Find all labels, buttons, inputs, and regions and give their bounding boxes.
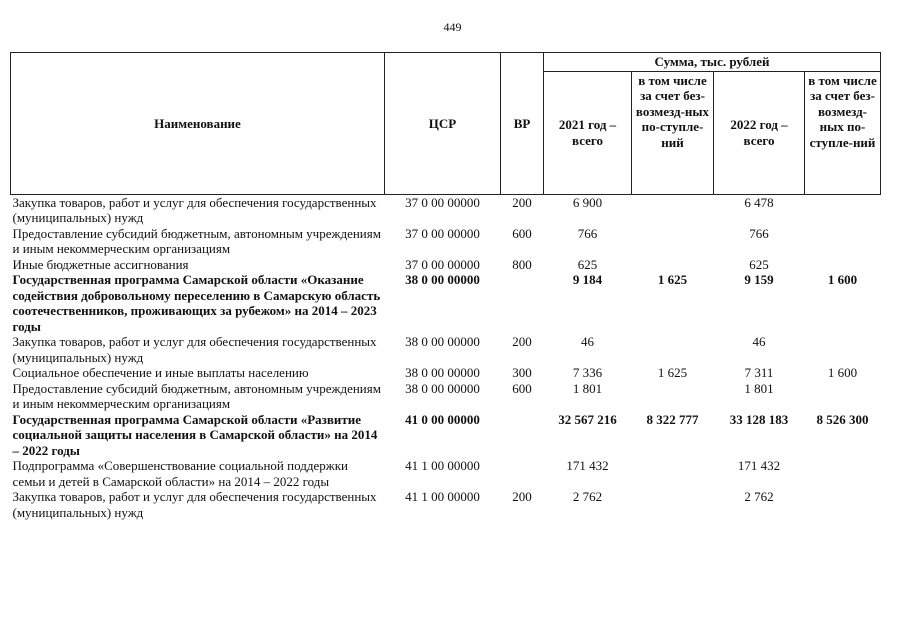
- row-vr: 800: [512, 256, 532, 272]
- row-2021-free: [632, 381, 714, 412]
- row-name: Предоставление субсидий бюджетным, автономным учреждениям и иным некоммерческим организациям: [12, 225, 381, 256]
- row-2022-total: 7 311: [744, 365, 774, 380]
- row-vr: [501, 412, 544, 459]
- row-2022-free: [805, 194, 881, 226]
- row-name: Государственная программа Самарской области «Развитие социальной защиты населения в Самарской области» на 2014 – 2022 годы: [12, 411, 378, 458]
- header-vr: ВР: [501, 53, 544, 195]
- header-2021-free: в том числе за счет без-возмезд-ных по-ступле-ний: [632, 71, 714, 194]
- table-body: [11, 194, 881, 520]
- row-2021-total: 1 801: [572, 380, 603, 396]
- row-2022-total: 625: [749, 256, 769, 272]
- row-2022-total: 46: [752, 334, 766, 349]
- row-name: Закупка товаров, работ и услуг для обеспечения государственных (муниципальных) нужд: [12, 194, 377, 225]
- row-2021-free: [632, 194, 714, 226]
- table-row: [11, 381, 881, 412]
- row-vr: 200: [512, 489, 532, 504]
- row-2021-total: 46: [581, 334, 594, 349]
- row-csr: 37 0 00 00000: [405, 194, 480, 210]
- header-sum-group: Сумма, тыс. рублей: [544, 53, 881, 72]
- row-2022-total: 6 478: [744, 194, 774, 210]
- row-2022-free: [805, 381, 881, 412]
- row-csr: 41 1 00 00000: [405, 489, 480, 504]
- row-2022-total: 171 432: [737, 458, 781, 473]
- row-name: Закупка товаров, работ и услуг для обеспечения государственных (муниципальных) нужд: [12, 334, 377, 365]
- row-2021-free: 8 322 777: [646, 411, 699, 427]
- row-2022-total: 9 159: [744, 272, 774, 287]
- row-csr: 38 0 00 00000: [405, 365, 480, 380]
- table-header: [11, 53, 881, 195]
- row-csr: 38 0 00 00000: [405, 272, 480, 287]
- page-number: 449: [443, 20, 462, 34]
- table-row: [11, 489, 881, 520]
- row-csr: 41 0 00 00000: [405, 411, 480, 427]
- row-2022-free: 8 526 300: [816, 411, 869, 427]
- row-csr: 41 1 00 00000: [405, 458, 480, 473]
- row-name: Подпрограмма «Совершенствование социальной поддержки семьи и детей в Самарской области» на 2014 – 2022 годы: [12, 458, 348, 489]
- row-2021-free: [632, 226, 714, 257]
- header-2022-free: в том числе за счет без-возмезд-ных по-ступле-ний: [805, 71, 881, 194]
- row-vr: [501, 272, 544, 334]
- table-row: [11, 365, 881, 381]
- table-row: [11, 272, 881, 334]
- table-row: [11, 334, 881, 365]
- table-row: [11, 226, 881, 257]
- row-vr: 200: [512, 334, 532, 349]
- header-name: Наименование: [11, 53, 385, 195]
- row-2022-free: 1 600: [827, 365, 858, 380]
- row-2021-free: [632, 458, 714, 489]
- row-2021-free: [632, 257, 714, 273]
- row-csr: 37 0 00 00000: [405, 225, 480, 241]
- row-vr: 600: [512, 225, 532, 241]
- row-name: Закупка товаров, работ и услуг для обеспечения государственных (муниципальных) нужд: [12, 489, 377, 520]
- table-row: [11, 412, 881, 459]
- row-vr: 600: [512, 380, 532, 396]
- row-2021-total: 2 762: [572, 489, 603, 504]
- row-name: Социальное обеспечение и иные выплаты населению: [12, 365, 309, 380]
- row-vr: 200: [512, 194, 532, 210]
- row-2022-free: 1 600: [827, 272, 858, 287]
- row-2021-total: 625: [577, 256, 598, 272]
- row-name: Иные бюджетные ассигнования: [12, 256, 189, 272]
- table-row: [11, 194, 881, 226]
- row-2021-total: 7 336: [572, 365, 603, 380]
- row-2021-total: 6 900: [572, 194, 603, 210]
- row-2022-free: [805, 226, 881, 257]
- row-2022-total: 1 801: [744, 380, 774, 396]
- row-2021-total: 9 184: [572, 272, 603, 287]
- row-2022-free: [805, 489, 881, 520]
- row-csr: 38 0 00 00000: [405, 334, 480, 349]
- row-2021-free: [632, 334, 714, 365]
- row-csr: 37 0 00 00000: [405, 256, 480, 272]
- row-2021-total: 32 567 216: [558, 411, 617, 427]
- row-2022-total: 2 762: [744, 489, 774, 504]
- header-2021-total: 2021 год – всего: [544, 71, 632, 194]
- row-name: Государственная программа Самарской области «Оказание содействия добровольному переселению в Самарскую область соотечественников, проживающих за рубежом» на 2014 – 2023 годы: [12, 272, 381, 334]
- table-row: [11, 257, 881, 273]
- row-2021-total: 766: [577, 225, 598, 241]
- header-csr: ЦСР: [385, 53, 501, 195]
- row-2021-free: 1 625: [657, 272, 688, 287]
- row-2022-free: [805, 257, 881, 273]
- row-2021-total: 171 432: [566, 458, 609, 473]
- row-name: Предоставление субсидий бюджетным, автономным учреждениям и иным некоммерческим организациям: [12, 380, 381, 411]
- row-vr: 300: [512, 365, 532, 380]
- row-2022-total: 766: [749, 225, 769, 241]
- row-vr: [501, 458, 544, 489]
- table-row: [11, 458, 881, 489]
- row-2021-free: [632, 489, 714, 520]
- row-csr: 38 0 00 00000: [405, 380, 480, 396]
- row-2022-free: [805, 334, 881, 365]
- row-2022-total: 33 128 183: [729, 411, 789, 427]
- row-2022-free: [805, 458, 881, 489]
- budget-table: [10, 52, 881, 520]
- row-2021-free: 1 625: [657, 365, 688, 380]
- header-2022-total: 2022 год – всего: [714, 71, 805, 194]
